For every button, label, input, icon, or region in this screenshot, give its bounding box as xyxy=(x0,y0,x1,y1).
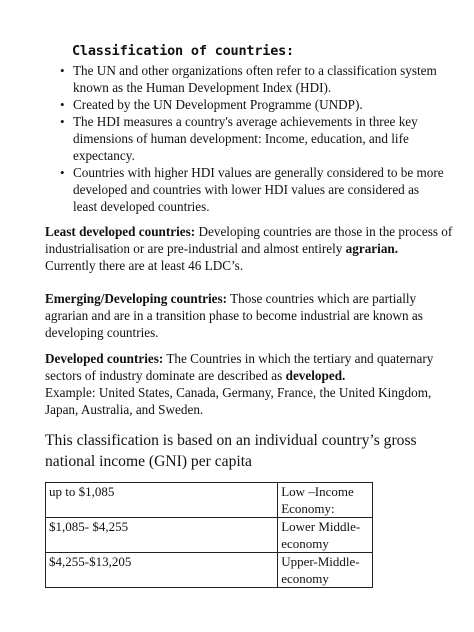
table-row xyxy=(46,483,373,518)
gni-table xyxy=(45,482,373,588)
ldc-paragraph xyxy=(45,223,455,274)
ldc-text: Developing countries are those in the process of industrialisation or are pre-industrial and almost entirely xyxy=(45,224,453,256)
developed-term: Developed countries: xyxy=(45,351,164,366)
ldc-count: Currently there are at least 46 LDC’s. xyxy=(45,258,244,273)
table-cell-range: up to $1,085 xyxy=(46,483,278,518)
developed-paragraph xyxy=(45,350,455,418)
list-item: • The HDI measures a country's average achievements in three key dimensions of human development: Income, education, and life expectancy. xyxy=(46,113,446,164)
table-cell-range: $4,255-$13,205 xyxy=(46,553,278,588)
developed-example: Example: United States, Canada, Germany, France, the United Kingdom, Japan, Australia, and Sweden. xyxy=(45,385,432,417)
developed-emphasis: developed. xyxy=(285,368,346,383)
bullet-list xyxy=(46,62,446,215)
table-cell-category: Lower Middle-economy xyxy=(278,518,373,553)
list-item: • Created by the UN Development Programme (UNDP). xyxy=(46,96,446,113)
ldc-emphasis: agrarian. xyxy=(345,241,399,256)
gni-intro: This classification is based on an individual country’s gross national income (GNI) per capita xyxy=(45,432,417,470)
section-heading: Classification of countries: xyxy=(72,43,294,59)
emerging-paragraph xyxy=(45,290,455,341)
emerging-text: Those countries which are partially agrarian and are in a transition phase to become industrial are known as developing countries. xyxy=(45,291,423,340)
table-row xyxy=(46,553,373,588)
table-cell-category: Upper-Middle-economy xyxy=(278,553,373,588)
ldc-term: Least developed countries: xyxy=(45,224,196,239)
table-row xyxy=(46,518,373,553)
list-item: • Countries with higher HDI values are generally considered to be more developed and countries with lower HDI values are considered as least developed countries. xyxy=(46,164,446,215)
table-cell-range: $1,085- $4,255 xyxy=(46,518,278,553)
emerging-term: Emerging/Developing countries: xyxy=(45,291,228,306)
table-cell-category: Low –Income Economy: xyxy=(278,483,373,518)
list-item: • The UN and other organizations often refer to a classification system known as the Human Development Index (HDI). xyxy=(46,62,446,96)
developed-text: The Countries in which the tertiary and quaternary sectors of industry dominate are described as xyxy=(45,351,434,383)
